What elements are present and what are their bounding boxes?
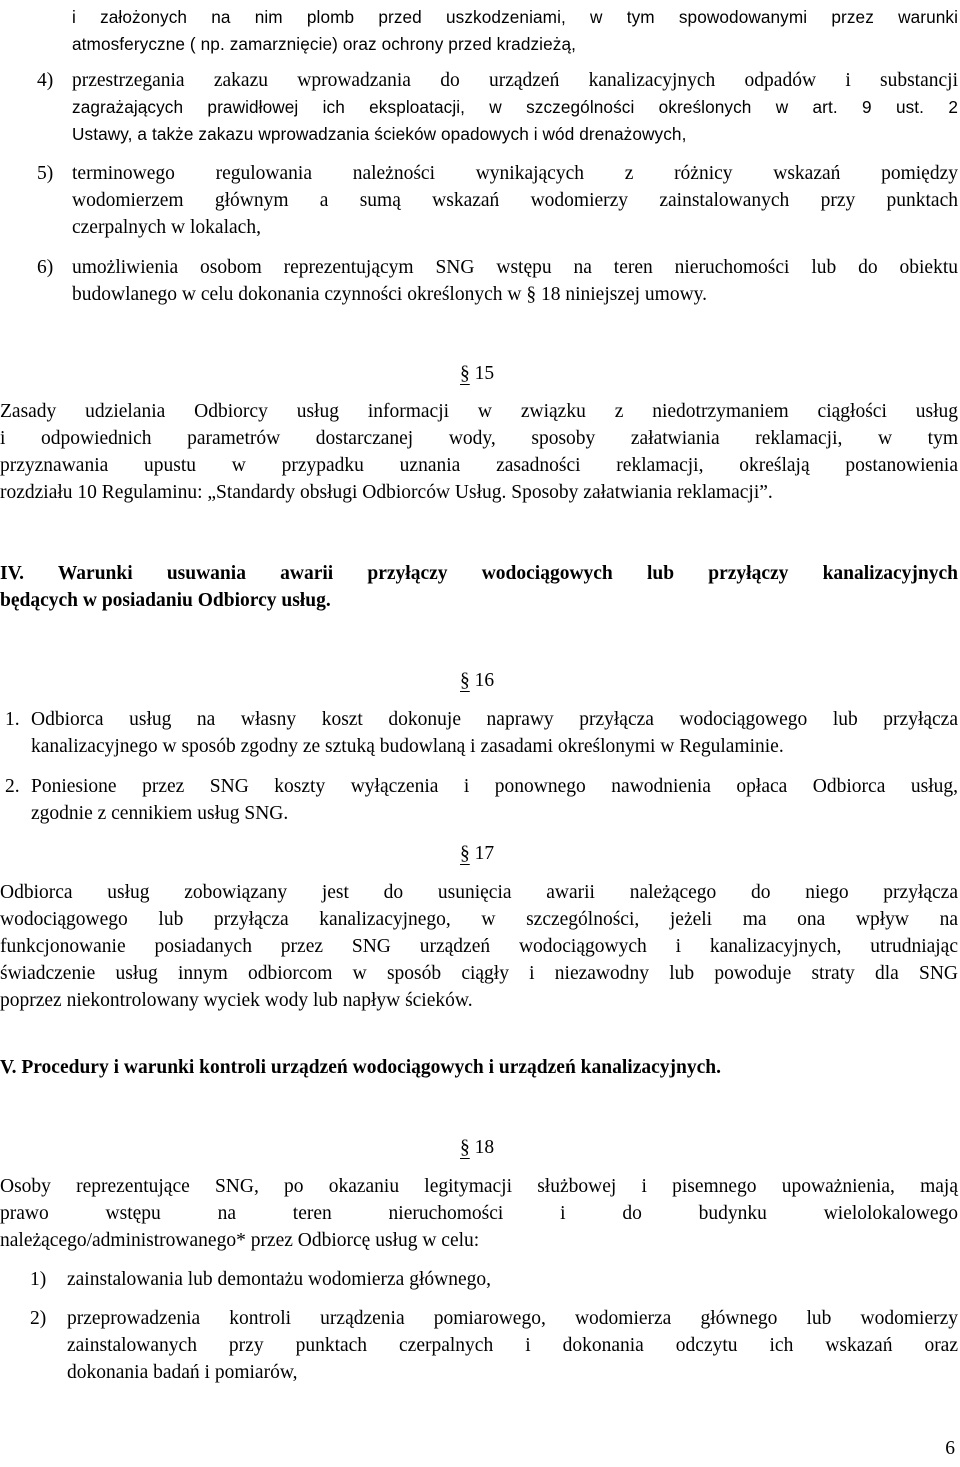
section-symbol: § <box>460 843 470 864</box>
list-item-line: Odbiorca usług na własny koszt dokonuje naprawy przyłącza wodociągowego lub przyłącza <box>31 709 958 730</box>
list-item-number: 2. <box>5 776 20 797</box>
continuation-line-1: i założonych na nim plomb przed uszkodzeniami, w tym spowodowanymi przez warunki <box>72 7 958 27</box>
paragraph-line: Osoby reprezentujące SNG, po okazaniu legitymacji służbowej i pisemnego upoważnienia, mają <box>0 1176 958 1197</box>
list-item-line: kanalizacyjnego w sposób zgodny ze sztuką budowlaną i zasadami określonymi w Regulaminie. <box>31 736 784 757</box>
section-heading-17 <box>460 840 520 867</box>
page-number: 6 <box>945 1438 955 1459</box>
list-item-line: zainstalowanych przy punktach czerpalnych i dokonania odczytu ich wskazań oraz <box>67 1335 958 1356</box>
list-item-line: zgodnie z cennikiem usług SNG. <box>31 803 289 824</box>
paragraph-line: poprzez niekontrolowany wyciek wody lub napływ ścieków. <box>0 990 473 1011</box>
list-item-line: wodomierzem głównym a sumą wskazań wodomierzy zainstalowanych przy punktach <box>72 190 958 211</box>
paragraph-line: rozdziału 10 Regulaminu: „Standardy obsługi Odbiorców Usług. Sposoby załatwiania reklamacji”. <box>0 482 773 503</box>
paragraph-line: i odpowiednich parametrów dostarczanej wody, sposoby załatwiania reklamacji, w tym <box>0 428 958 449</box>
section-18-paragraph <box>0 1173 958 1254</box>
section-symbol: § <box>460 1137 470 1158</box>
list-item-number: 2) <box>30 1308 47 1329</box>
list-item-line: dokonania badań i pomiarów, <box>67 1362 298 1383</box>
section-heading-16 <box>460 667 520 694</box>
list-item-line: przeprowadzenia kontroli urządzenia pomiarowego, wodomierza głównego lub wodomierzy <box>67 1308 958 1329</box>
paragraph-line: funkcjonowanie posiadanych przez SNG urządzeń wodociągowych i kanalizacyjnych, utrudniając <box>0 936 958 957</box>
paragraph-line: prawo wstępu na teren nieruchomości i do budynku wielolokalowego <box>0 1203 958 1224</box>
chapter-v-heading <box>0 1054 958 1081</box>
paragraph-line: przyznawania upustu w przypadku uznania zasadności reklamacji, określają postanowienia <box>0 455 958 476</box>
list-item-line: Ustawy, a także zakazu wprowadzania ścieków opadowych i wód drenażowych, <box>72 124 687 144</box>
list-item-number: 5) <box>37 163 54 184</box>
section-symbol: § <box>460 363 470 384</box>
list-item-line: przestrzegania zakazu wprowadzania do urządzeń kanalizacyjnych odpadów i substancji <box>72 70 958 91</box>
section-17-paragraph <box>0 879 958 1014</box>
section-number: 15 <box>474 363 495 384</box>
list-item-line: terminowego regulowania należności wynikających z różnicy wskazań pomiędzy <box>72 163 958 184</box>
heading-line: V. Procedury i warunki kontroli urządzeń wodociągowych i urządzeń kanalizacyjnych. <box>0 1057 721 1078</box>
chapter-iv-heading <box>0 560 958 614</box>
heading-line: będących w posiadaniu Odbiorcy usług. <box>0 590 331 611</box>
list-item-line: Poniesione przez SNG koszty wyłączenia i ponownego nawodnienia opłaca Odbiorca usług, <box>31 776 958 797</box>
list-item-number: 1. <box>5 709 20 730</box>
list-item-line: zainstalowania lub demontażu wodomierza głównego, <box>67 1269 491 1290</box>
list-item-number: 1) <box>30 1269 47 1290</box>
list-item-number: 6) <box>37 257 54 278</box>
section-number: 18 <box>474 1137 495 1158</box>
section-number: 16 <box>474 670 495 691</box>
section-heading-15 <box>460 360 520 387</box>
paragraph-line: Odbiorca usług zobowiązany jest do usunięcia awarii należącego do niego przyłącza <box>0 882 958 903</box>
section-symbol: § <box>460 670 470 691</box>
paragraph-line: należącego/administrowanego* przez Odbiorcę usług w celu: <box>0 1230 480 1251</box>
list-item-number: 4) <box>37 70 54 91</box>
paragraph-line: Zasady udzielania Odbiorcy usług informacji w związku z niedotrzymaniem ciągłości usług <box>0 401 958 422</box>
list-item-line: umożliwienia osobom reprezentującym SNG wstępu na teren nieruchomości lub do obiektu <box>72 257 958 278</box>
section-number: 17 <box>474 843 495 864</box>
section-heading-18 <box>460 1134 520 1161</box>
paragraph-line: wodociągowego lub przyłącza kanalizacyjnego, w szczególności, jeżeli ma ona wpływ na <box>0 909 958 930</box>
list-item-line: zagrażających prawidłowej ich eksploatacji, w szczególności określonych w art. 9 ust. 2 <box>72 97 958 117</box>
heading-line: IV. Warunki usuwania awarii przyłączy wodociągowych lub przyłączy kanalizacyjnych <box>0 563 958 584</box>
continuation-line-2: atmosferyczne ( np. zamarznięcie) oraz ochrony przed kradzieżą, <box>72 34 576 54</box>
section-15-paragraph <box>0 398 958 506</box>
paragraph-line: świadczenie usług innym odbiorcom w sposób ciągły i niezawodny lub powoduje straty dla SNG <box>0 963 958 984</box>
list-item-line: budowlanego w celu dokonania czynności określonych w § 18 niniejszej umowy. <box>72 284 708 305</box>
list-item-line: czerpalnych w lokalach, <box>72 217 261 238</box>
